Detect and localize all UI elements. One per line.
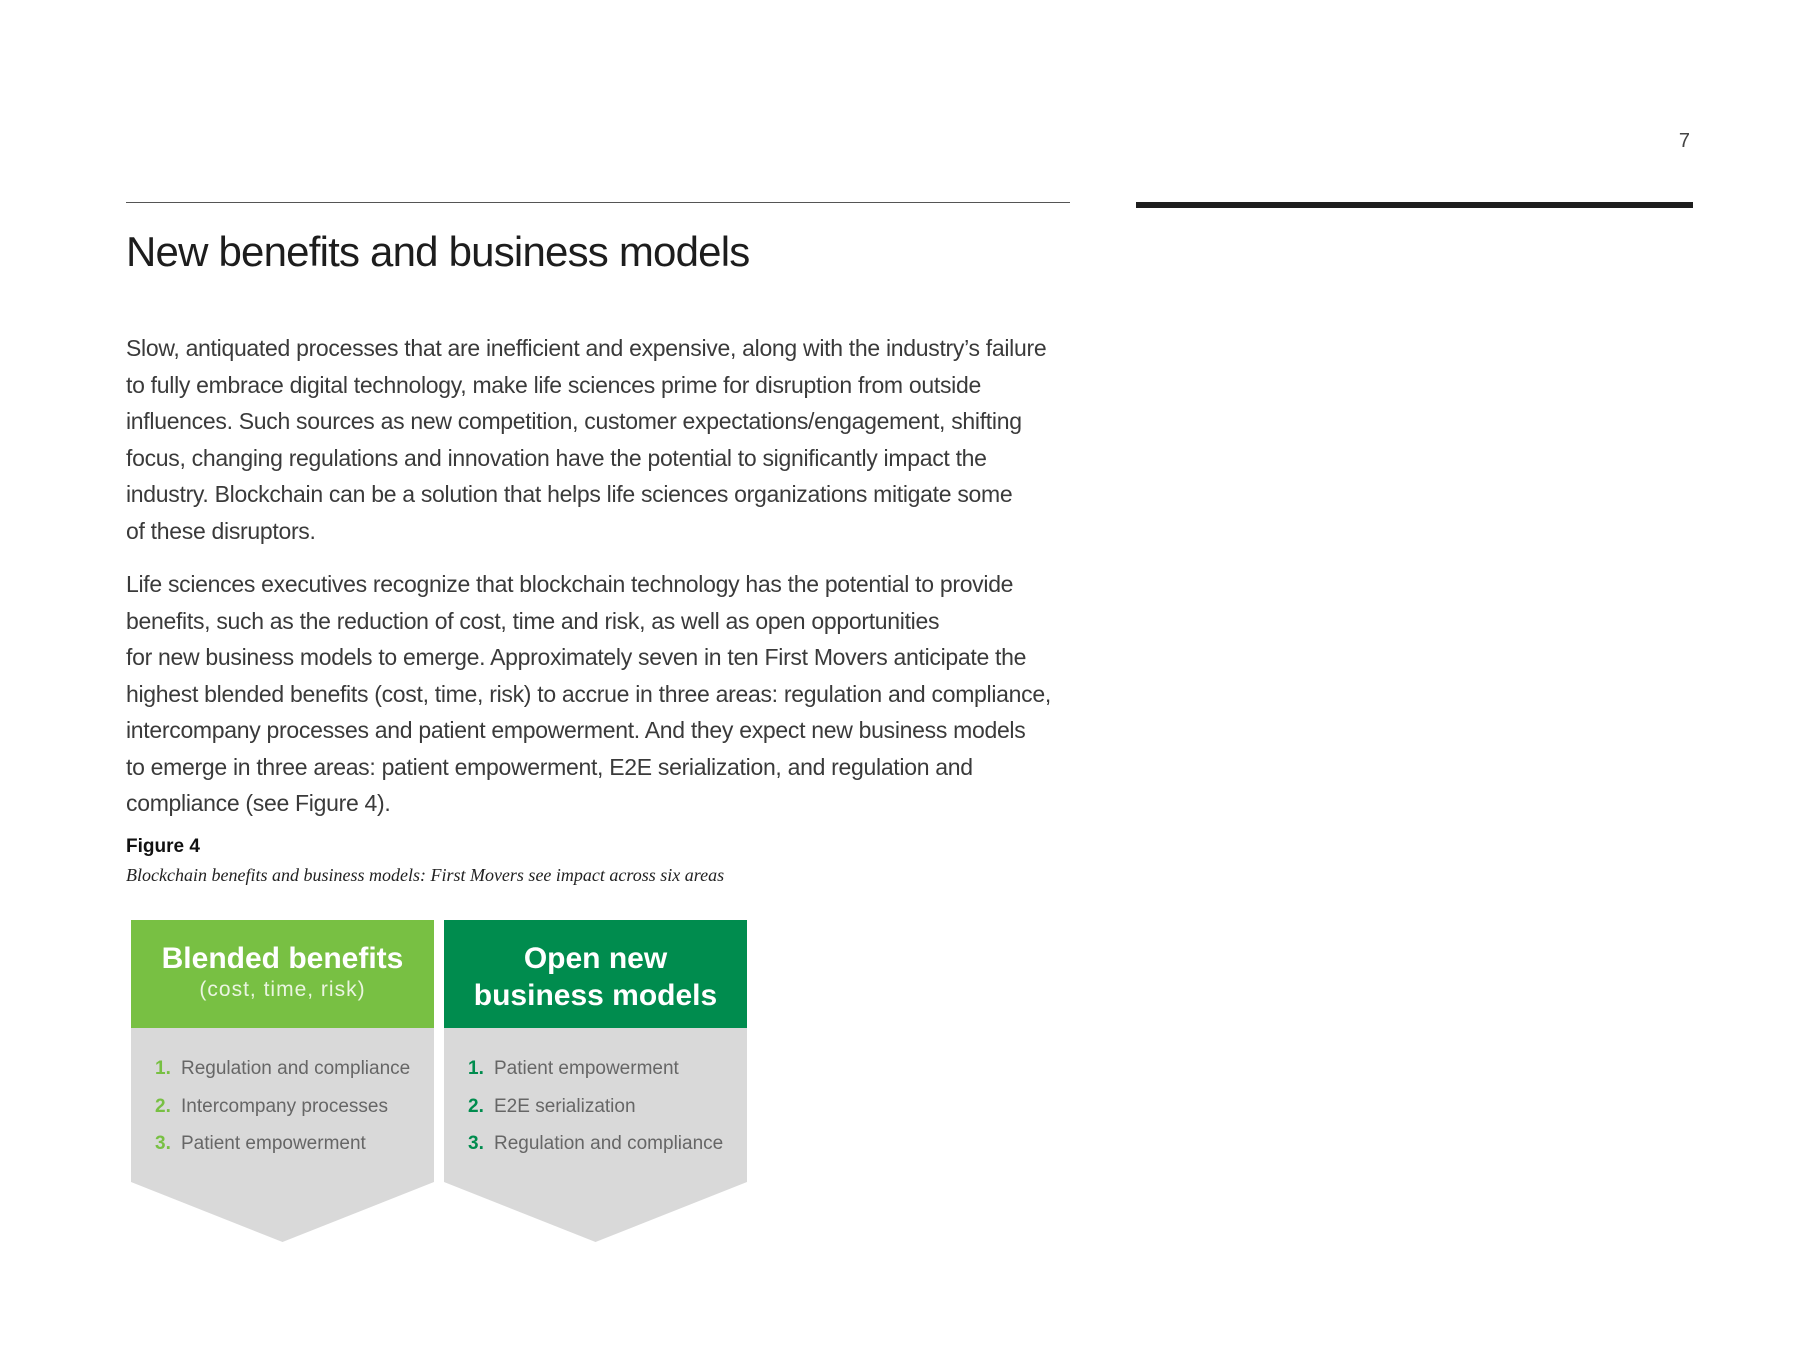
item-number: 3. — [155, 1133, 171, 1154]
figure-label: Figure 4 — [126, 836, 200, 857]
panel-header — [131, 920, 434, 1028]
paragraph-line: benefits, such as the reduction of cost, time and risk, as well as open opportunities — [126, 607, 940, 634]
paragraph-line: Slow, antiquated processes that are inefficient and expensive, along with the industry’s failure — [126, 335, 1047, 361]
panel-item-list — [468, 1050, 723, 1163]
header-rule-right — [1136, 202, 1693, 208]
item-number: 2. — [155, 1095, 171, 1117]
item-text: Patient empowerment — [181, 1133, 366, 1154]
item-text: Regulation and compliance — [494, 1133, 724, 1154]
paragraph-line: to emerge in three areas: patient empowerment, E2E serialization, and regulation and — [126, 753, 973, 780]
paragraph-line: for new business models to emerge. Approximately seven in ten First Movers anticipate the — [126, 644, 1027, 670]
item-text: Patient empowerment — [494, 1058, 679, 1079]
paragraph-line: intercompany processes and patient empowerment. And they expect new business models — [126, 717, 1026, 743]
page-title: New benefits and business models — [126, 228, 750, 275]
body-paragraph-1 — [126, 330, 1086, 549]
page-number: 7 — [1678, 130, 1690, 152]
panel-subtitle: (cost, time, risk) — [199, 978, 366, 1001]
business-models-panel — [444, 920, 747, 1242]
paragraph-line: to fully embrace digital technology, make life sciences prime for disruption from outside — [126, 371, 981, 398]
list-item — [468, 1050, 723, 1088]
panel-item-list — [155, 1050, 410, 1163]
panel-title-line-1: Open new — [523, 942, 668, 975]
item-text: E2E serialization — [494, 1095, 636, 1117]
blended-benefits-panel — [131, 920, 434, 1242]
list-item — [155, 1088, 410, 1126]
item-number: 1. — [468, 1058, 484, 1079]
figure-caption: Blockchain benefits and business models: First Movers see impact across six areas — [126, 865, 725, 885]
paragraph-line: industry. Blockchain can be a solution that helps life sciences organizations mitigate some — [126, 481, 1013, 507]
panel-header — [444, 920, 747, 1028]
paragraph-line: focus, changing regulations and innovation have the potential to significantly impact the — [126, 444, 987, 471]
body-paragraph-2 — [126, 566, 1086, 822]
item-text: Regulation and compliance — [181, 1058, 411, 1079]
list-item — [155, 1050, 410, 1088]
item-number: 3. — [468, 1133, 484, 1154]
list-item — [155, 1125, 410, 1163]
list-item — [468, 1088, 723, 1126]
header-rule-left — [126, 202, 1070, 203]
list-item — [468, 1125, 723, 1163]
paragraph-line: compliance (see Figure 4). — [126, 790, 391, 816]
paragraph-line: influences. Such sources as new competition, customer expectations/engagement, shifting — [126, 408, 1022, 434]
item-text: Intercompany processes — [181, 1095, 388, 1117]
panel-title-line-2: business models — [473, 979, 718, 1012]
paragraph-line: of these disruptors. — [126, 517, 316, 544]
paragraph-line: highest blended benefits (cost, time, risk) to accrue in three areas: regulation and compliance, — [126, 680, 1051, 707]
paragraph-line: Life sciences executives recognize that blockchain technology has the potential to provide — [126, 571, 1014, 597]
panel-title: Blended benefits — [161, 942, 404, 975]
item-number: 2. — [468, 1095, 484, 1117]
item-number: 1. — [155, 1058, 171, 1079]
